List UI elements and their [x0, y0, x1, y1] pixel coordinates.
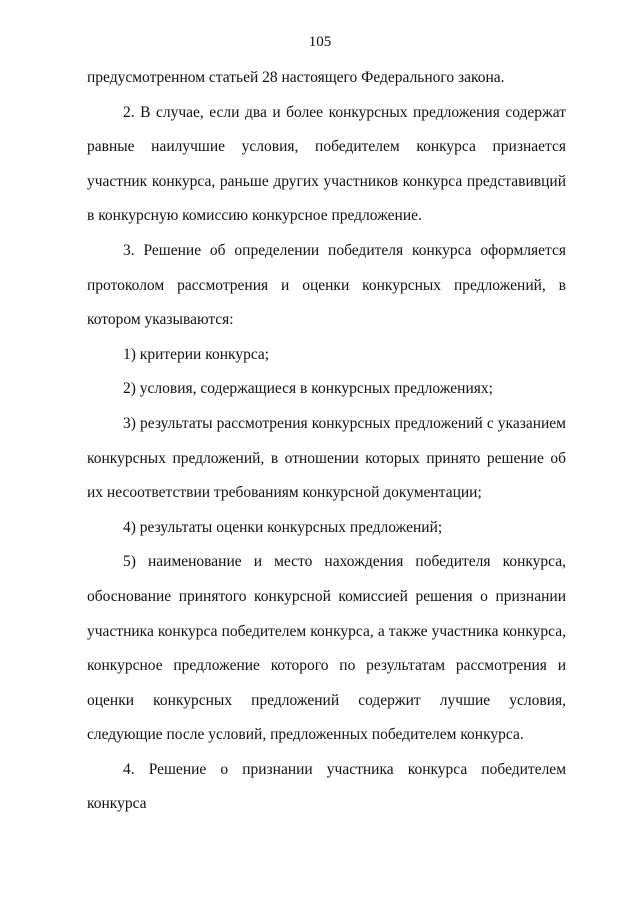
list-item: 4) результаты оценки конкурсных предложений; [123, 518, 443, 536]
paragraph: 2. В случае, если два и более конкурсных предложения содержат равные наилучшие условия, победителем конкурса признается участник конкурса, раньше других участников конкурса представивций в конкурсную комиссию конкурсное предложение. [87, 103, 566, 225]
body-text [87, 61, 566, 822]
list-item: 1) критерии конкурса; [123, 345, 270, 363]
list-item: 2) условия, содержащиеся в конкурсных предложениях; [123, 380, 493, 398]
paragraph: 3. Решение об определении победителя конкурса оформляется протоколом рассмотрения и оценки конкурсных предложений, в котором указываются: [87, 241, 566, 329]
paragraph: 4. Решение о признании участника конкурса победителем конкурса [87, 760, 566, 813]
page-number: 105 [308, 34, 332, 50]
list-item: 5) наименование и место нахождения победителя конкурса, обоснование принятого конкурсной комиссией решения о признании участника конкурса победителем конкурса, а также участника конкурса, конкурсное предложение которого по результатам рассмотрения и оценки конкурсных предложений содержит лучшие условия, следующие после условий, предложенных победителем конкурса. [87, 553, 566, 744]
list-item: 3) результаты рассмотрения конкурсных предложений с указанием конкурсных предложений, в отношении которых принято решение об их несоответствии требованиям конкурсной документации; [87, 414, 566, 502]
paragraph: предусмотренном статьей 28 настоящего Федерального закона. [87, 69, 505, 86]
